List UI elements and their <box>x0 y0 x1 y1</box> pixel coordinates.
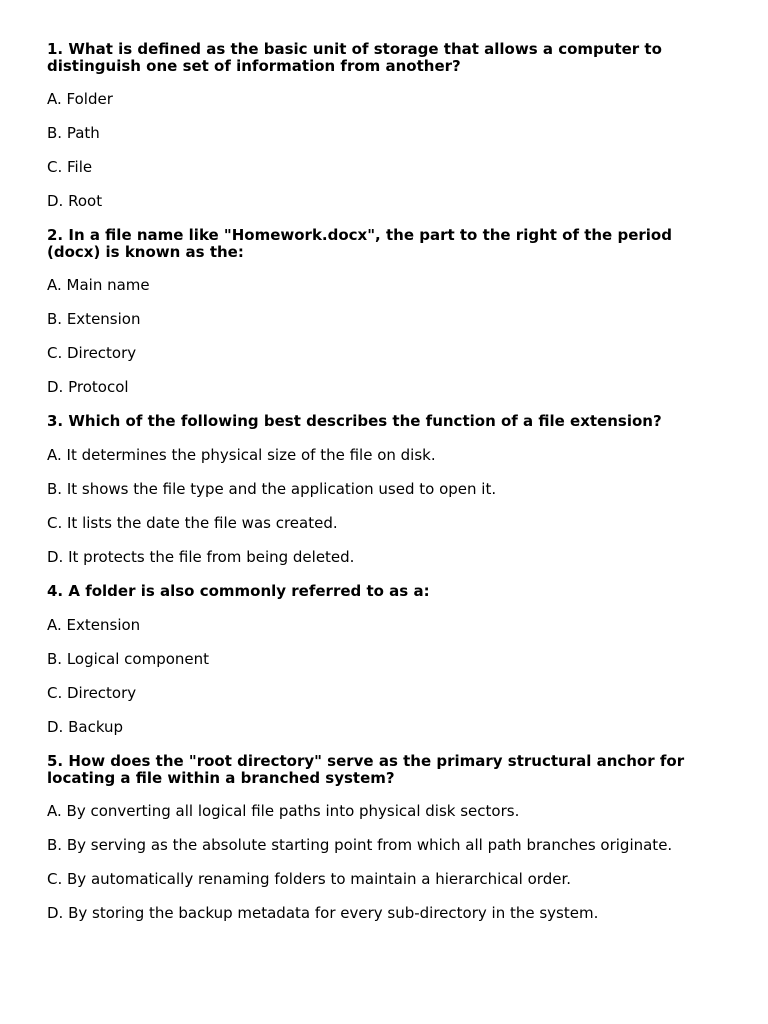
answer-option: D. It protects the file from being deleted. <box>47 548 355 566</box>
answer-option: D. Backup <box>47 718 124 736</box>
question-block-3 <box>47 413 727 566</box>
answer-option: C. Directory <box>47 684 137 702</box>
answer-option: D. By storing the backup metadata for every sub-directory in the system. <box>47 904 599 922</box>
answer-option: B. By serving as the absolute starting point from which all path branches originate. <box>47 836 673 854</box>
answer-option: A. Main name <box>47 276 150 294</box>
answer-option: B. Extension <box>47 310 141 328</box>
question-block-4 <box>47 583 727 736</box>
answer-option: C. File <box>47 158 93 176</box>
question-text: 1. What is defined as the basic unit of storage that allows a computer to distinguish one set of information from another? <box>47 40 662 75</box>
question-text: 3. Which of the following best describes the function of a file extension? <box>47 412 662 430</box>
question-block-2 <box>47 227 727 396</box>
answer-option: C. By automatically renaming folders to maintain a hierarchical order. <box>47 870 572 888</box>
question-text: 5. How does the "root directory" serve as the primary structural anchor for locating a file within a branched system? <box>47 752 685 787</box>
answer-option: A. Extension <box>47 616 141 634</box>
answer-option: D. Protocol <box>47 378 129 396</box>
answer-option: D. Root <box>47 192 103 210</box>
question-text: 2. In a file name like "Homework.docx", the part to the right of the period (docx) is known as the: <box>47 226 672 261</box>
answer-option: C. It lists the date the file was created. <box>47 514 338 532</box>
answer-option: B. Path <box>47 124 100 142</box>
answer-option: A. By converting all logical file paths into physical disk sectors. <box>47 802 520 820</box>
question-text: 4. A folder is also commonly referred to as a: <box>47 582 430 600</box>
question-block-1 <box>47 41 727 210</box>
question-block-5 <box>47 753 727 922</box>
answer-option: B. It shows the file type and the application used to open it. <box>47 480 497 498</box>
answer-option: A. It determines the physical size of the file on disk. <box>47 446 436 464</box>
quiz-document <box>47 41 727 939</box>
answer-option: C. Directory <box>47 344 137 362</box>
answer-option: B. Logical component <box>47 650 210 668</box>
answer-option: A. Folder <box>47 90 113 108</box>
